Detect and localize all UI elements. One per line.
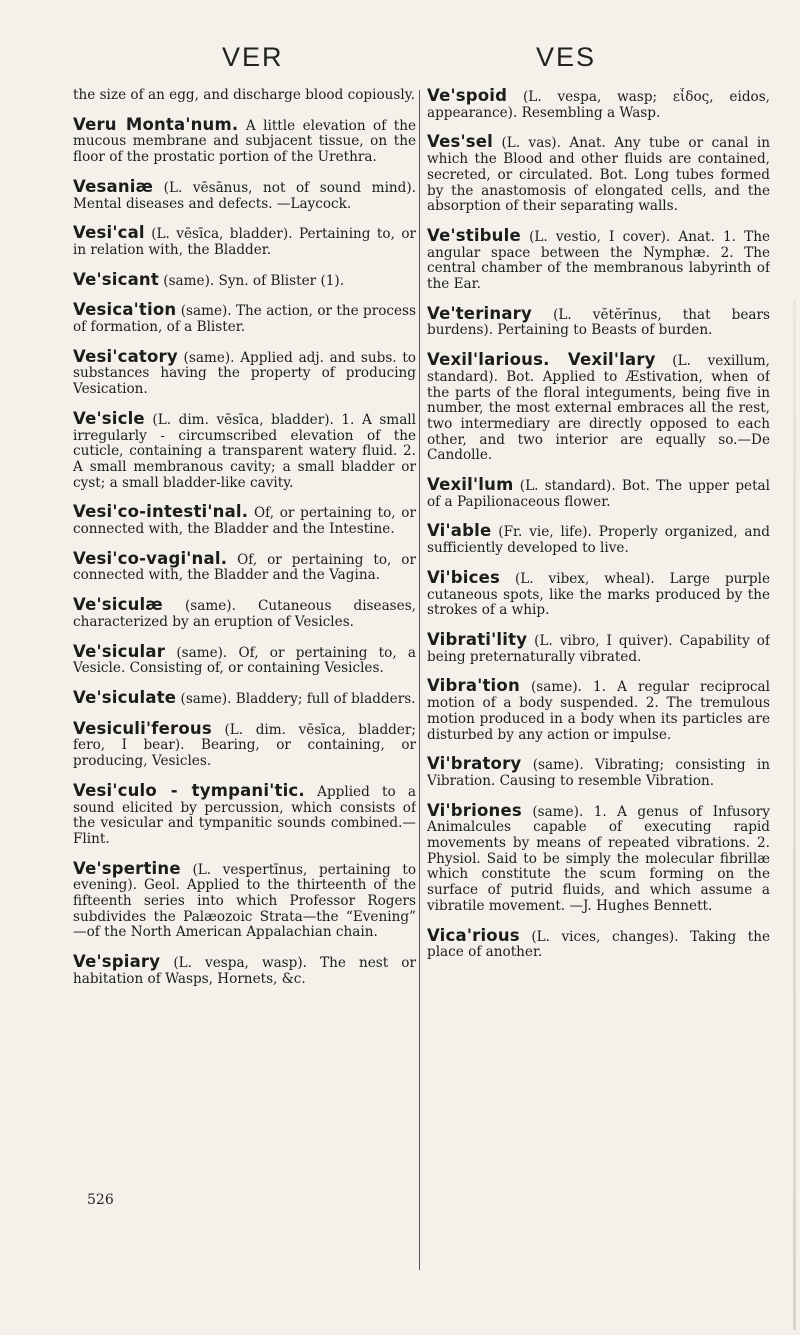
dictionary-entry: [427, 567, 770, 619]
entry-definition: (same). Of, or pertaining to, a Vesicle. Consisting of, or containing Vesicles.: [73, 644, 416, 677]
entry-definition: A little elevation of the mucous membrane and subjacent tissue, on the floor of the prostatic portion of the Urethra.: [73, 117, 416, 166]
entry-headword: Ve'stibule: [427, 225, 521, 245]
entry-headword: Vesiculi'ferous: [73, 718, 212, 738]
dictionary-entry: [73, 504, 416, 537]
dictionary-entry: [73, 954, 416, 987]
entry-definition: (L. standard). Bot. The upper petal of a Papilionaceous flower.: [427, 478, 770, 510]
entry-definition: (same). 1. A genus of Infusory Animalcules capable of executing rapid movements by means of repeated vibrations. 2. Physiol. Said to be simply the molecular fibrillæ which constitute the scum forming on the surface of putrid fluids, and which assume a vibratile movement. —J. Hughes Bennett.: [427, 803, 770, 914]
header-right-guide-word: VES: [536, 42, 597, 72]
dictionary-entry: [427, 134, 770, 215]
entry-definition: (L. vĕtĕrīnus, that bears burdens). Pertaining to Beasts of burden.: [427, 306, 770, 339]
dictionary-entry: [427, 800, 770, 915]
entry-headword: Vesica'tion: [73, 300, 177, 320]
entry-definition: (L. vas). Anat. Any tube or canal in which the Blood and other fluids are contained, secreted, or circulated. Bot. Long tubes formed by the anastomosis of elongated cells, and the absorption of their separating walls.: [427, 135, 770, 215]
entry-definition: (same). Bladdery; full of bladders.: [180, 690, 416, 707]
dictionary-entry: [73, 687, 416, 708]
dictionary-entry: [427, 756, 770, 789]
dictionary-entry: [73, 114, 416, 166]
entry-headword: Vi'bices: [427, 567, 501, 587]
dictionary-entry: [427, 303, 770, 339]
page-number: 526: [87, 1192, 114, 1208]
dictionary-entry: [427, 88, 770, 121]
entry-definition: (L. vibro, I quiver). Capability of being preternaturally vibrated.: [427, 632, 770, 665]
dictionary-entry: [73, 346, 416, 398]
entry-definition: (L. vēsīca, bladder). Pertaining to, or in relation with, the Bladder.: [73, 226, 416, 258]
entry-definition: (L. vices, changes). Taking the place of another.: [427, 928, 770, 961]
dictionary-entry: [73, 548, 416, 584]
entry-definition: (same). Vibrating; consisting in Vibration. Causing to resemble Vibration.: [427, 757, 770, 789]
dictionary-entry: [73, 641, 416, 677]
entry-headword: Ve'spiary: [73, 952, 161, 972]
entry-definition: (same). Syn. of Blister (1).: [163, 272, 345, 289]
entry-headword: Ve'sicular: [73, 641, 166, 661]
entry-definition: (L. vespa, wasp). The nest or habitation of Wasps, Hornets, &c.: [73, 955, 416, 987]
dictionary-entry: [427, 925, 770, 961]
entry-headword: Veru Monta'num.: [73, 114, 239, 134]
entry-definition: (L. vēsānus, not of sound mind). Mental diseases and defects. —Laycock.: [73, 179, 416, 212]
dictionary-entry: [73, 269, 416, 290]
entry-headword: Ve'siculæ: [73, 595, 163, 615]
entry-headword: Ve'siculate: [73, 687, 177, 707]
entry-headword: Vesi'catory: [73, 346, 178, 366]
entry-headword: Ve'spoid: [427, 88, 508, 105]
dictionary-entry: [73, 718, 416, 770]
header-left-guide-word: VER: [222, 42, 284, 72]
dictionary-entry: [73, 597, 416, 630]
entry-headword: Vesaniæ: [73, 176, 154, 196]
entry-headword: Vesi'culo - tympani'tic.: [73, 780, 305, 800]
dictionary-entry: [73, 780, 416, 848]
dictionary-entry: [73, 176, 416, 212]
dictionary-entry: [427, 678, 770, 743]
entry-headword: Vibrati'lity: [427, 629, 528, 649]
entry-definition: (same). Applied adj. and subs. to substances having the property of producing Vesication.: [73, 349, 416, 398]
dictionary-entry: [73, 858, 416, 942]
entry-headword: Vesi'co-intesti'nal.: [73, 502, 249, 522]
entry-continuation: the size of an egg, and discharge blood copiously.: [73, 88, 415, 103]
entry-headword: Ve'spertine: [73, 858, 181, 878]
entry-definition: (L. dim. vēsīca, bladder; fero, I bear). Bearing, or containing, or producing, Vesicles.: [73, 721, 416, 770]
entry-headword: Vica'rious: [427, 925, 520, 945]
dictionary-entry: [427, 629, 770, 665]
entry-headword: Vesi'co-vagi'nal.: [73, 548, 228, 568]
entry-headword: Vi'briones: [427, 800, 522, 820]
entry-definition: (same). The action, or the process of formation, of a Blister.: [73, 303, 416, 336]
entry-definition: Of, or pertaining to, or connected with, the Bladder and the Intestine.: [73, 505, 416, 538]
dictionary-entry: [427, 352, 770, 464]
entry-definition: (L. vespertīnus, pertaining to evening). Geol. Applied to the thirteenth of the fifteenth series into which Professor Rogers subdivides the Palæozoic Strata—the “Evening” —of the North American Appalachian chain.: [73, 861, 416, 941]
entry-definition: (L. vestio, I cover). Anat. 1. The angular space between the Nymphæ. 2. The central chamber of the membranous labyrinth of the Ear.: [427, 228, 770, 293]
entry-definition: (L. dim. vēsīca, bladder). 1. A small irregularly - circumscribed elevation of the cuticle, containing a transparent watery fluid. 2. A small membranous cavity; a small bladder or cyst; a small bladder-like cavity.: [73, 411, 416, 491]
entry-headword: Vexil'lum: [427, 475, 514, 495]
entry-headword: Ve'sicle: [73, 408, 145, 428]
entry-headword: Vi'bratory: [427, 754, 522, 774]
right-column: [427, 88, 770, 1288]
entry-headword: Vexil'larious. Vexil'lary: [427, 350, 656, 370]
entry-definition: (L. vespa, wasp; εἶδος, eidos, appearance). Resembling a Wasp.: [427, 89, 770, 121]
entry-definition: (same). Cutaneous diseases, characterized by an eruption of Vesicles.: [73, 598, 416, 630]
dictionary-entry: [73, 302, 416, 335]
left-column: [73, 88, 416, 1288]
entry-headword: Vi'able: [427, 521, 492, 541]
dictionary-entry: [73, 225, 416, 258]
dictionary-entry: [427, 523, 770, 556]
entry-headword: Vibra'tion: [427, 676, 520, 696]
entry-definition: Applied to a sound elicited by percussion, which consists of the vesicular and tympanitic sounds combined.—Flint.: [73, 783, 416, 847]
page-edge-shadow: [793, 300, 796, 1330]
column-divider: [419, 90, 420, 1270]
entry-headword: Ve'sicant: [73, 269, 159, 289]
entry-headword: Ves'sel: [427, 132, 493, 152]
dictionary-entry: [73, 408, 416, 492]
dictionary-entry: [427, 225, 770, 293]
entry-definition: Of, or pertaining to, or connected with, the Bladder and the Vagina.: [73, 551, 416, 584]
entry-definition: (Fr. vie, life). Properly organized, and sufficiently developed to live.: [427, 524, 770, 557]
entry-definition: (same). 1. A regular reciprocal motion of a body suspended. 2. The tremulous motion produced in a body when its particles are disturbed by any action or impulse.: [427, 679, 770, 743]
entry-definition: (L. vexillum, standard). Bot. Applied to Æstivation, when of the parts of the floral integuments, being five in number, the most external embraces all the rest, two intermediary are directly opposed to each other, and two interior are equally so.—De Candolle.: [427, 353, 770, 464]
entry-definition: (L. vibex, wheal). Large purple cutaneous spots, like the marks produced by the strokes of a whip.: [427, 570, 770, 619]
page-header: [0, 42, 800, 82]
dictionary-entry: [427, 477, 770, 510]
entry-headword: Ve'terinary: [427, 303, 532, 323]
entry-headword: Vesi'cal: [73, 223, 145, 243]
